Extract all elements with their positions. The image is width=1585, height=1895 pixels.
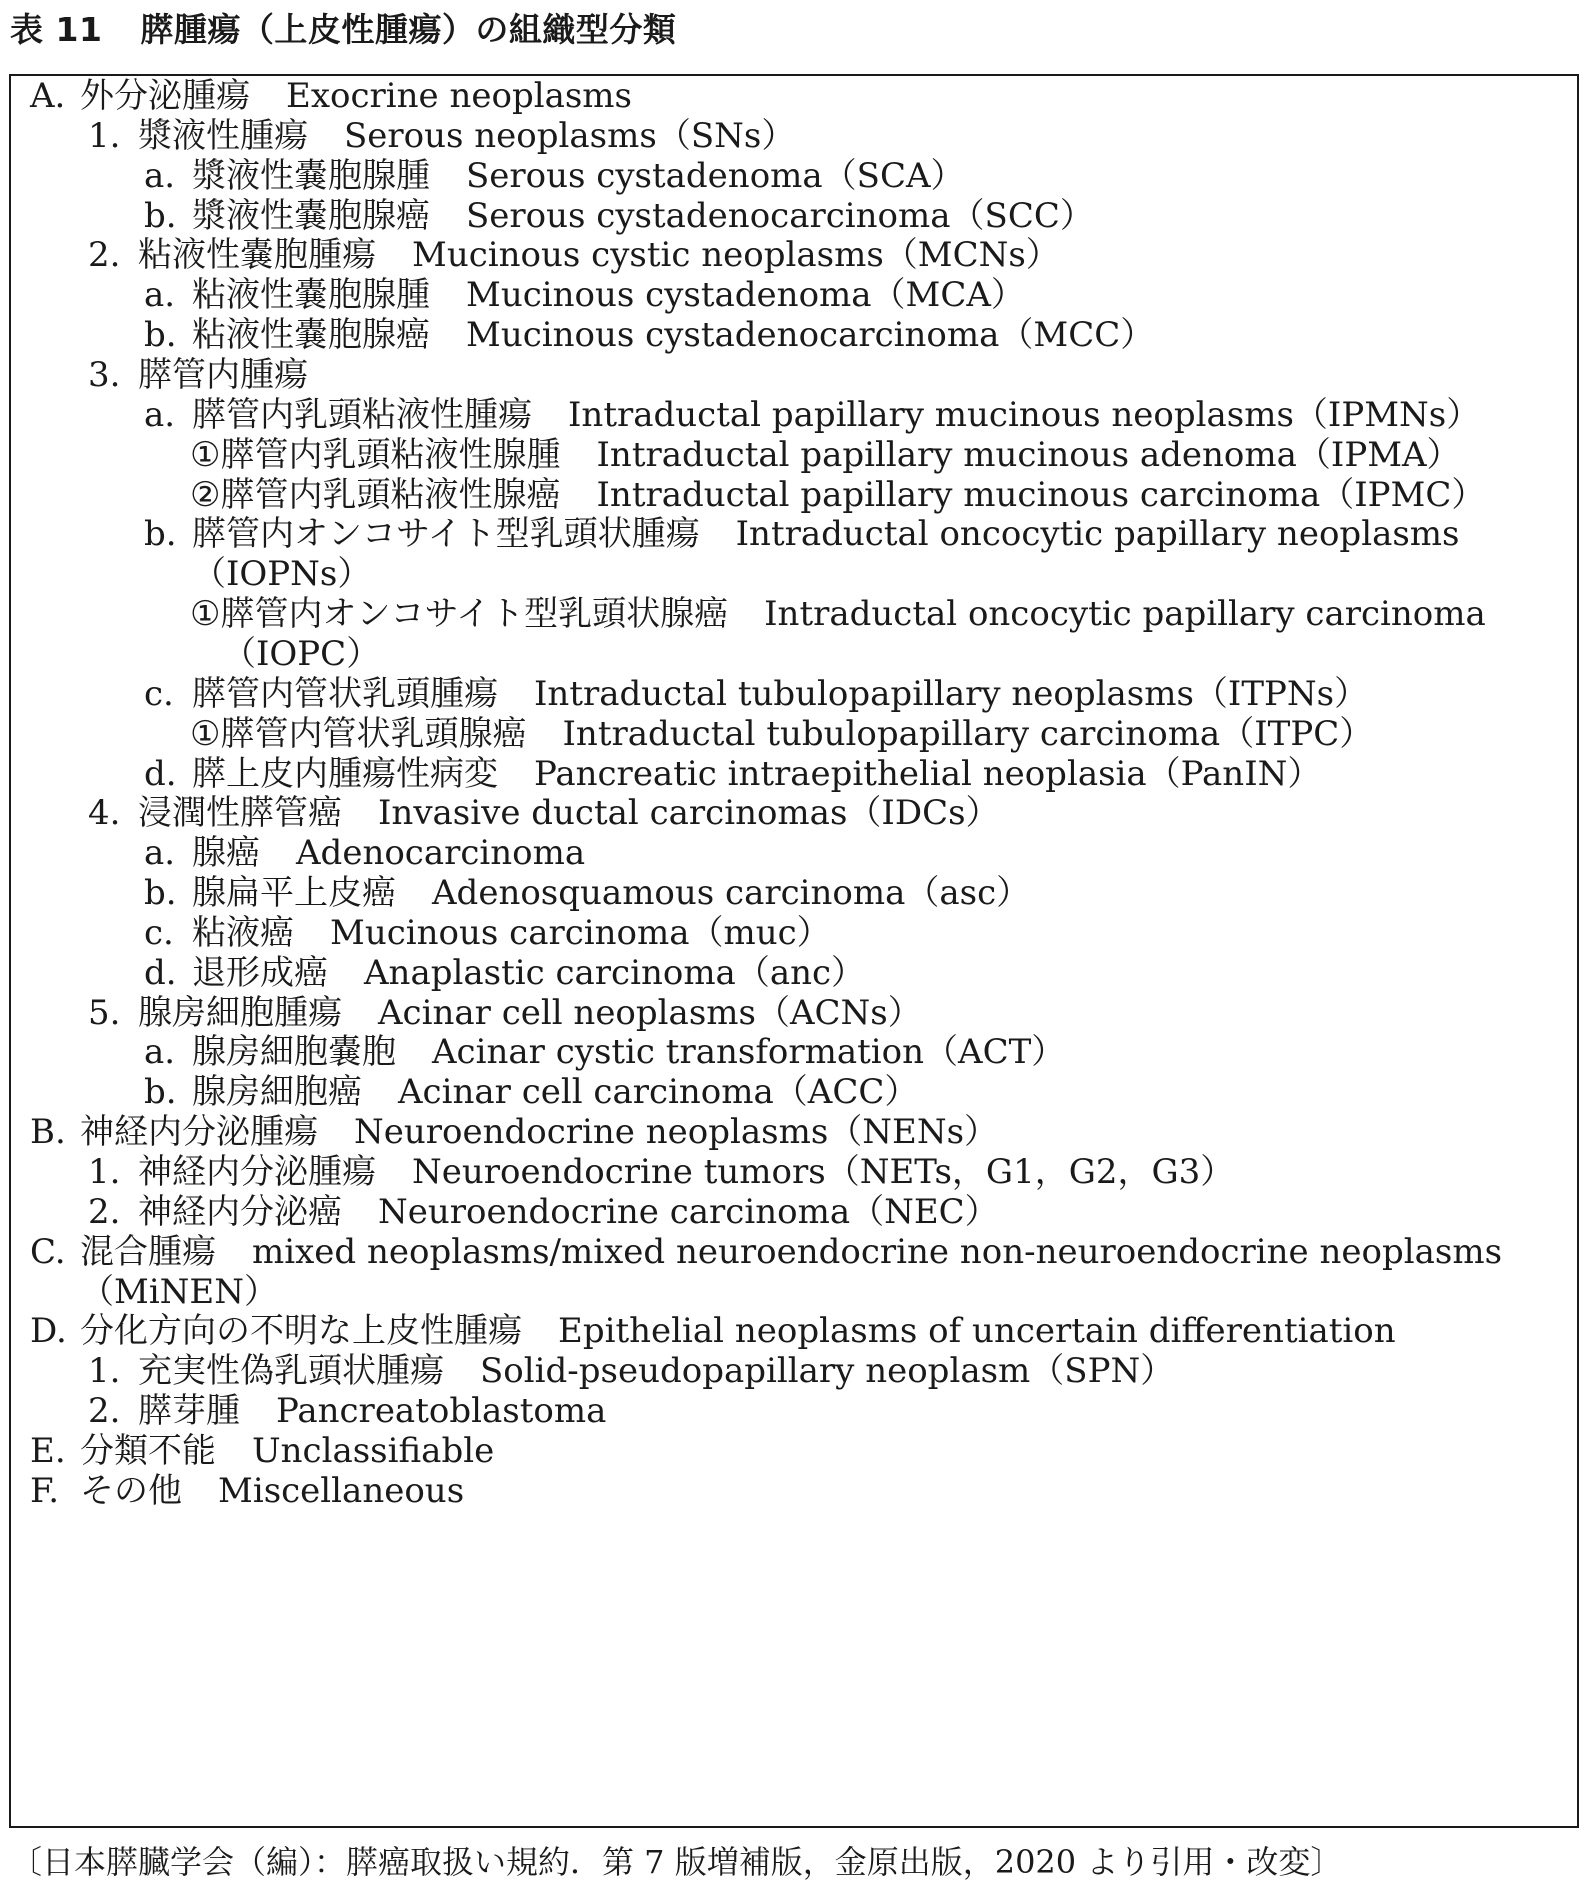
item-marker: A. xyxy=(30,76,66,116)
item-english: Miscellaneous xyxy=(218,1470,465,1511)
table-title-text: 膵腫瘍（上皮性腫瘍）の組織型分類 xyxy=(140,10,677,49)
item-marker: ① xyxy=(190,434,221,475)
item-japanese: 膵芽腫 xyxy=(138,1391,240,1431)
item-japanese: 神経内分泌癌 xyxy=(138,1191,342,1232)
item-marker: E. xyxy=(30,1430,66,1471)
item-japanese: 膵管内オンコサイト型乳頭状腺癌 xyxy=(220,594,729,635)
item-marker: a. xyxy=(144,155,176,196)
item-english: Mucinous carcinoma（muc） xyxy=(330,912,831,953)
item-english: Neuroendocrine neoplasms（NENs） xyxy=(354,1112,999,1153)
item-marker: c. xyxy=(144,912,174,953)
item-japanese: 粘液癌 xyxy=(192,912,294,953)
item-english: Intraductal papillary mucinous carcinoma（IPMC） xyxy=(596,474,1486,515)
item-marker: a. xyxy=(144,1032,176,1073)
item-marker: b. xyxy=(144,195,177,236)
item-english: Adenocarcinoma xyxy=(296,833,586,874)
item-english: Serous neoplasms（SNs） xyxy=(344,115,796,156)
item-japanese: 神経内分泌腫瘍 xyxy=(138,1152,376,1192)
item-japanese: 膵管内乳頭粘液性腺癌 xyxy=(220,474,561,515)
item-marker: 2. xyxy=(88,1191,121,1232)
item-marker: b. xyxy=(144,514,177,555)
item-japanese: 漿液性嚢胞腺腫 xyxy=(192,155,430,196)
item-japanese: 浸潤性膵管癌 xyxy=(138,793,342,834)
item-japanese: 漿液性腫瘍 xyxy=(138,115,308,156)
item-english: Intraductal tubulopapillary neoplasms（ITPNs） xyxy=(534,673,1369,714)
item-marker: 5. xyxy=(88,992,121,1033)
item-english: Intraductal papillary mucinous neoplasms（IPMNs） xyxy=(568,394,1481,435)
item-english: Anaplastic carcinoma（anc） xyxy=(364,952,866,993)
item-marker: ① xyxy=(190,594,221,635)
item-marker: 1. xyxy=(88,115,121,156)
item-marker: 2. xyxy=(88,235,121,276)
item-english: Solid-pseudopapillary neoplasm（SPN） xyxy=(480,1351,1175,1392)
item-japanese: 腺扁平上皮癌 xyxy=(192,873,396,913)
item-marker: d. xyxy=(144,753,177,794)
item-japanese: 膵管内腫瘍 xyxy=(138,354,308,395)
item-japanese: 腺房細胞癌 xyxy=(192,1072,362,1113)
item-japanese: 腺房細胞嚢胞 xyxy=(192,1032,396,1073)
item-japanese: 膵管内乳頭粘液性腫瘍 xyxy=(192,394,532,435)
item-marker: ② xyxy=(190,474,221,515)
item-english: Serous cystadenocarcinoma（SCC） xyxy=(466,195,1094,236)
item-marker: d. xyxy=(144,952,177,993)
item-english: Exocrine neoplasms xyxy=(286,76,632,116)
item-english: Unclassifiable xyxy=(252,1430,495,1471)
item-marker: C. xyxy=(30,1231,66,1272)
item-japanese: 漿液性嚢胞腺癌 xyxy=(192,195,430,236)
item-marker: B. xyxy=(30,1112,66,1153)
source-citation: 〔日本膵臓学会（編）：膵癌取扱い規約．第 7 版増補版，金原出版，2020 より引用・改変〕 xyxy=(10,1843,1343,1881)
item-english: Serous cystadenoma（SCA） xyxy=(466,155,965,196)
item-marker: 3. xyxy=(88,354,121,395)
item-english: mixed neoplasms/mixed neuroendocrine non-neuroendocrine neoplasms xyxy=(252,1231,1503,1272)
item-marker: b. xyxy=(144,1072,177,1113)
item-english-continued: （MiNEN） xyxy=(80,1271,279,1312)
item-japanese: 膵上皮内腫瘍性病変 xyxy=(192,753,498,794)
item-japanese: 分化方向の不明な上皮性腫瘍 xyxy=(80,1311,522,1352)
item-english: Mucinous cystadenocarcinoma（MCC） xyxy=(466,315,1155,356)
list-item xyxy=(190,590,1486,638)
item-japanese: 退形成癌 xyxy=(192,952,328,993)
table-number: 表 11 xyxy=(10,10,103,49)
item-english: Mucinous cystadenoma（MCA） xyxy=(466,275,1025,316)
item-english-continued: （IOPNs） xyxy=(192,554,372,595)
item-japanese: 膵管内オンコサイト型乳頭状腫瘍 xyxy=(192,514,700,555)
item-marker: D. xyxy=(30,1311,67,1352)
item-english: Epithelial neoplasms of uncertain differentiation xyxy=(558,1311,1396,1352)
item-japanese: 腺癌 xyxy=(192,833,260,874)
item-english-continued: （IOPC） xyxy=(222,633,381,674)
item-marker: 4. xyxy=(88,793,121,834)
item-marker: 1. xyxy=(88,1152,121,1192)
item-japanese: 膵管内管状乳頭腫瘍 xyxy=(192,673,498,714)
item-japanese: 神経内分泌腫瘍 xyxy=(80,1112,318,1153)
item-english: Mucinous cystic neoplasms（MCNs） xyxy=(412,235,1060,276)
item-japanese: その他 xyxy=(80,1470,182,1511)
item-english: Acinar cystic transformation（ACT） xyxy=(432,1032,1066,1073)
item-english: Acinar cell neoplasms（ACNs） xyxy=(378,992,922,1033)
item-marker: 2. xyxy=(88,1391,121,1431)
item-japanese: 充実性偽乳頭状腫瘍 xyxy=(138,1351,444,1392)
item-japanese: 膵管内管状乳頭腺癌 xyxy=(220,713,527,754)
item-marker: 1. xyxy=(88,1351,121,1392)
item-japanese: 外分泌腫瘍 xyxy=(80,76,250,116)
item-marker: ① xyxy=(190,713,221,754)
item-english: Intraductal oncocytic papillary neoplasms xyxy=(735,514,1460,555)
item-english: Neuroendocrine tumors（NETs，G1，G2，G3） xyxy=(412,1152,1235,1192)
item-english: Pancreatic intraepithelial neoplasia（PanIN） xyxy=(534,753,1322,794)
item-english: Invasive ductal carcinomas（IDCs） xyxy=(378,793,1000,834)
item-marker: a. xyxy=(144,275,176,316)
item-marker: b. xyxy=(144,315,177,356)
item-marker: a. xyxy=(144,833,176,874)
item-marker: c. xyxy=(144,673,174,714)
item-japanese: 分類不能 xyxy=(80,1430,216,1471)
item-japanese: 膵管内乳頭粘液性腺腫 xyxy=(220,434,561,475)
list-item xyxy=(30,1467,464,1515)
item-english: Pancreatoblastoma xyxy=(276,1391,607,1431)
item-japanese: 腺房細胞腫瘍 xyxy=(138,992,342,1033)
item-marker: a. xyxy=(144,394,176,435)
item-japanese: 混合腫瘍 xyxy=(80,1231,216,1272)
item-english: Intraductal tubulopapillary carcinoma（ITPC） xyxy=(562,713,1374,754)
item-english: Intraductal oncocytic papillary carcinoma xyxy=(764,594,1486,635)
item-english: Adenosquamous carcinoma（asc） xyxy=(432,873,1031,913)
item-japanese: 粘液性嚢胞腺腫 xyxy=(192,275,430,316)
item-marker: F. xyxy=(30,1470,60,1511)
item-japanese: 粘液性嚢胞腺癌 xyxy=(192,315,430,356)
item-english: Neuroendocrine carcinoma（NEC） xyxy=(378,1191,999,1232)
item-english: Intraductal papillary mucinous adenoma（IPMA） xyxy=(596,434,1461,475)
item-english: Acinar cell carcinoma（ACC） xyxy=(398,1072,919,1113)
item-japanese: 粘液性嚢胞腫瘍 xyxy=(138,235,376,276)
item-marker: b. xyxy=(144,873,177,913)
table-title xyxy=(10,6,676,54)
